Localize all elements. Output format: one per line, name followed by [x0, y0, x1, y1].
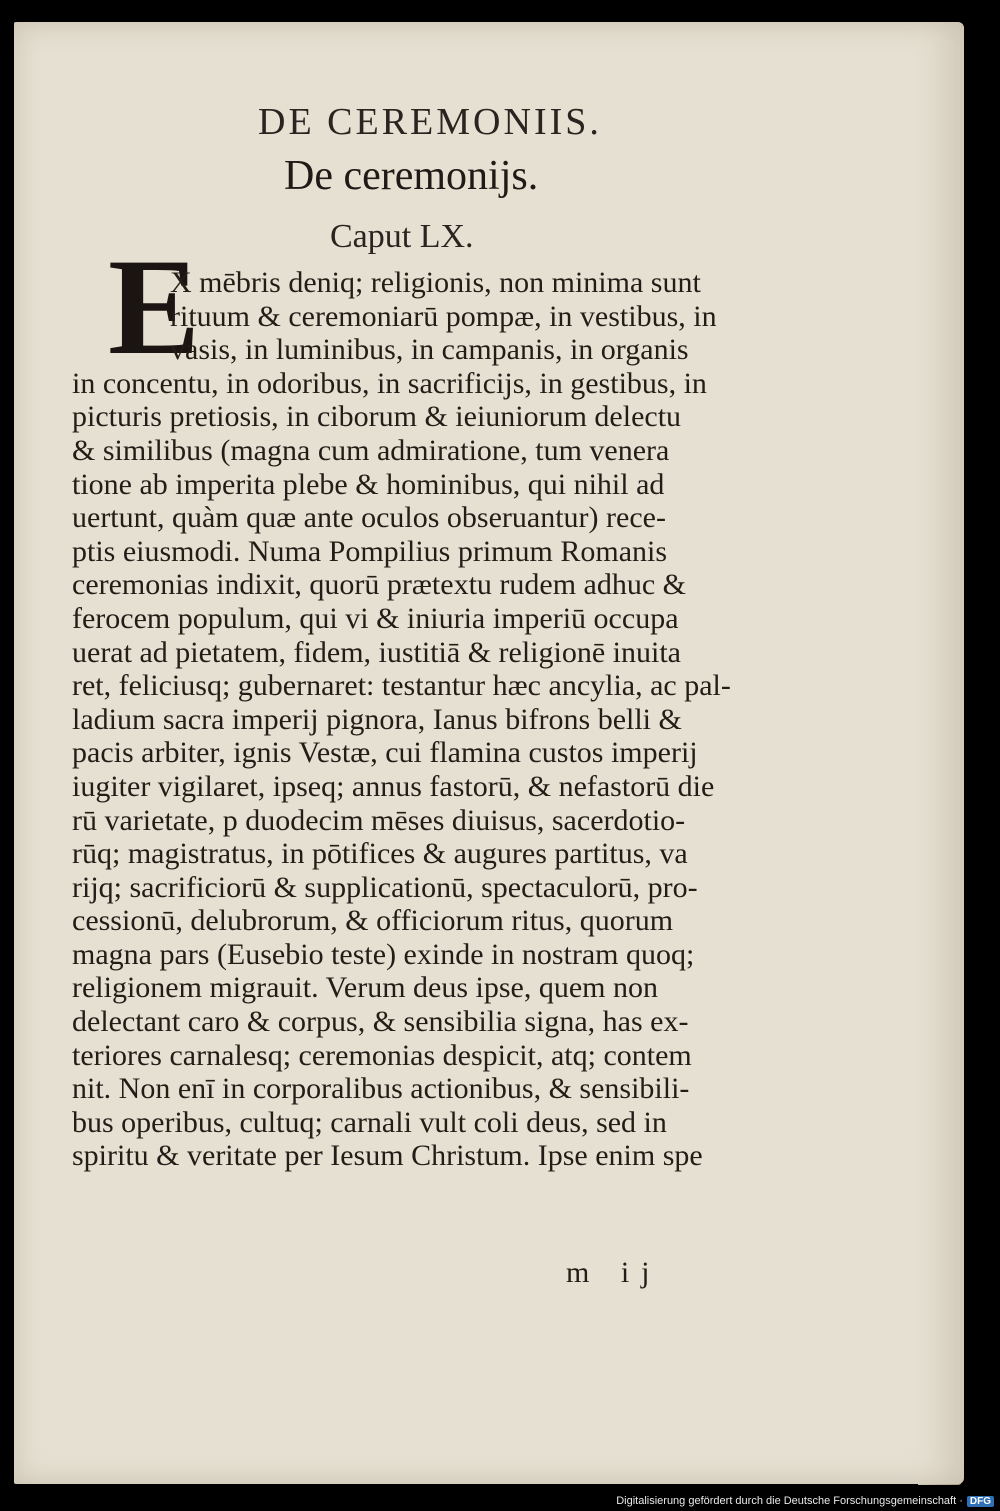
text-line: teriores carnalesq; ceremonias despicit, atq; contem — [72, 1038, 692, 1072]
text-line: vasis, in luminibus, in campanis, in organis — [170, 333, 689, 367]
text-line: X mēbris deniq; religionis, non minima sunt — [170, 266, 701, 299]
text-line: delectant caro & corpus, & sensibilia signa, has ex- — [72, 1005, 689, 1039]
text-line: ptis eiusmodi. Numa Pompilius primum Romanis — [72, 534, 668, 568]
text-line: magna pars (Eusebio teste) exinde in nostram quoq; — [72, 937, 695, 971]
text-line: uerat ad pietatem, fidem, iustitiā & religionē inuita — [72, 635, 681, 669]
text-line: spiritu & veritate per Iesum Christum. Ipse enim spe — [72, 1139, 703, 1173]
text-line: ladium sacra imperij pignora, Ianus bifrons belli & — [72, 702, 682, 736]
text-line: bus operibus, cultuq; carnali vult coli deus, sed in — [72, 1105, 667, 1139]
text-line: tione ab imperita plebe & hominibus, qui nihil ad — [72, 467, 665, 501]
body-text — [72, 266, 792, 1173]
text-line: ferocem populum, qui vi & iniuria imperiū occupa — [72, 601, 679, 635]
text-line: uertunt, quàm quæ ante oculos obseruantur) rece- — [72, 501, 666, 535]
text-line: picturis pretiosis, in ciborum & ieiuniorum delectu — [72, 400, 682, 434]
chapter-heading: Caput LX. — [330, 218, 474, 255]
text-line: religionem migrauit. Verum deus ipse, quem non — [72, 971, 659, 1005]
text-line: rūq; magistratus, in pōtifices & augures partitus, va — [72, 837, 688, 871]
text-line: rituum & ceremoniarū pompæ, in vestibus, in — [170, 299, 717, 333]
text-line: pacis arbiter, ignis Vestæ, cui flamina custos imperij — [72, 736, 698, 770]
text-line: & similibus (magna cum admiratione, tum venera — [72, 433, 670, 467]
dfg-logo: DFG — [967, 1496, 994, 1507]
running-header: DE CEREMONIIS. — [258, 101, 602, 143]
text-line: ceremonias indixit, quorū prætextu rudem adhuc & — [72, 568, 687, 602]
text-line: rū varietate, p duodecim mēses diuisus, sacerdotio- — [72, 803, 686, 837]
text-line: in concentu, in odoribus, in sacrificijs, in gestibus, in — [72, 366, 707, 400]
text-line: cessionū, delubrorum, & officiorum ritus, quorum — [72, 904, 674, 938]
text-line: iugiter vigilaret, ipseq; annus fastorū, & nefastorū die — [72, 769, 715, 803]
section-title: De ceremonijs. — [284, 153, 539, 199]
text-line: rijq; sacrificiorū & supplicationū, spectaculorū, pro- — [72, 870, 698, 904]
text-line: nit. Non enī in corporalibus actionibus, & sensibili- — [72, 1072, 690, 1106]
signature-mark: m ij — [566, 1256, 662, 1289]
credit-text: Digitalisierung gefördert durch die Deutsche Forschungsgemeinschaft · — [616, 1495, 963, 1507]
drop-capital: E — [108, 230, 201, 383]
text-line: ret, feliciusq; gubernaret: testantur hæc ancylia, ac pal- — [72, 669, 731, 703]
digitization-credit — [616, 1495, 994, 1507]
